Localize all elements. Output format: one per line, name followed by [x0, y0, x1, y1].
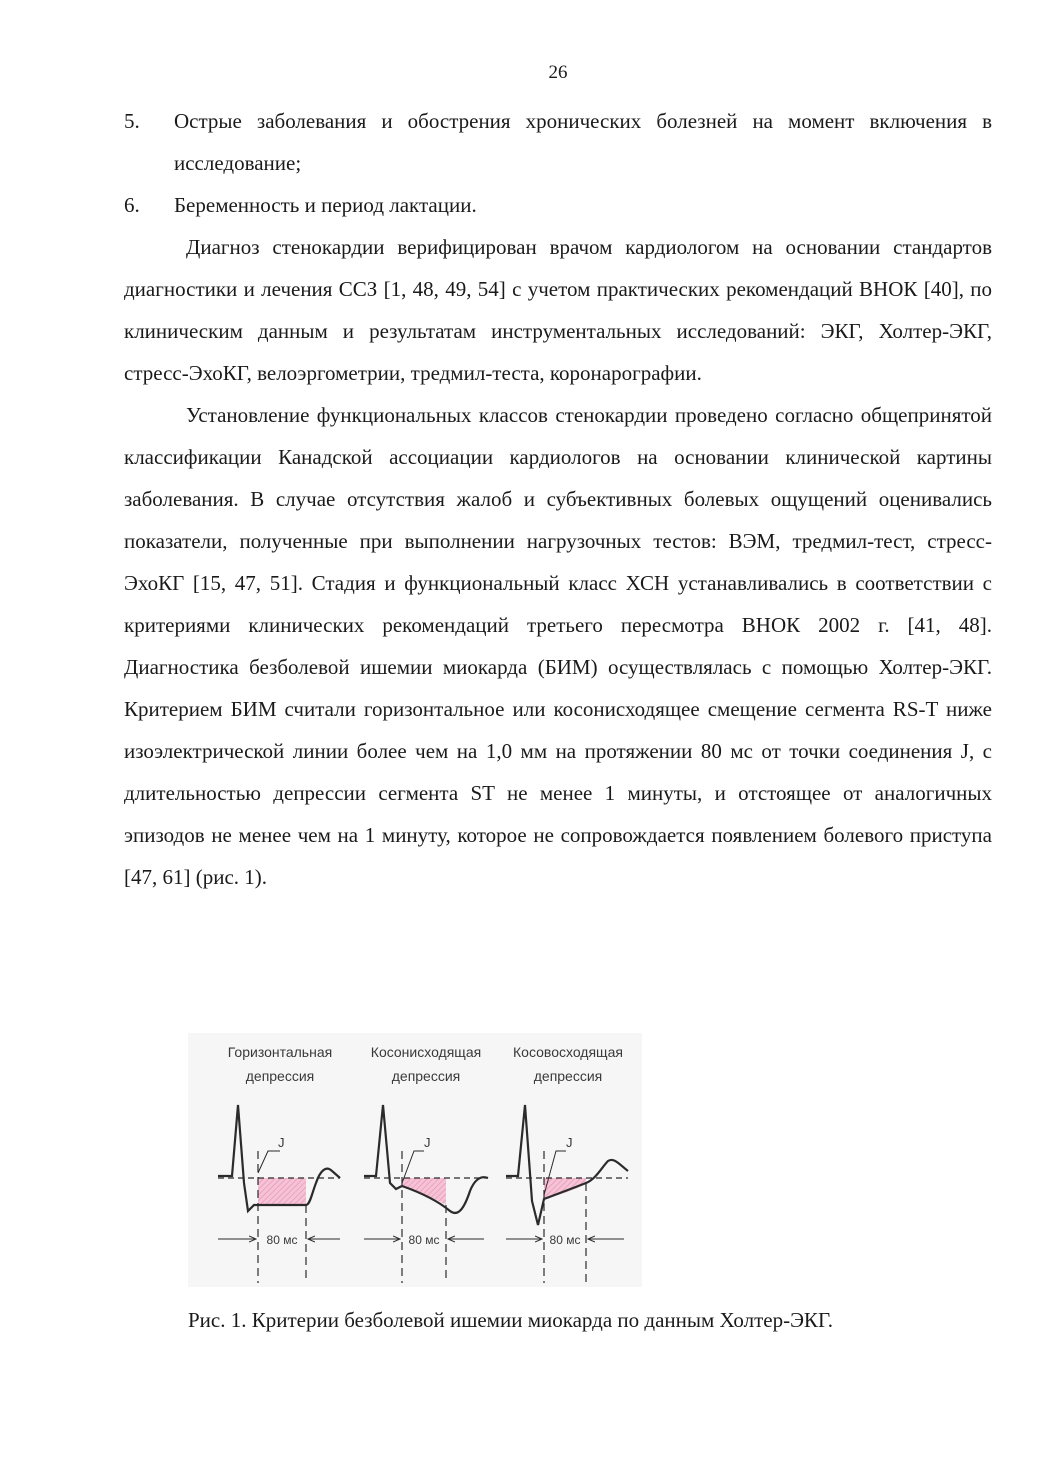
interval-label: 80 мс — [266, 1233, 298, 1247]
panel-downsloping-depression — [364, 1044, 488, 1283]
body-text — [124, 100, 992, 898]
ecg-waveform — [506, 1105, 628, 1225]
j-leader — [258, 1151, 280, 1173]
interval-label: 80 мс — [549, 1233, 581, 1247]
panel-horizontal-depression — [218, 1044, 340, 1283]
panel-upsloping-depression — [506, 1044, 628, 1283]
panel-title-line2: депрессия — [533, 1068, 603, 1084]
paragraph: Диагноз стенокардии верифицирован врачом кардиологом на основании стандартов диагностики и лечения ССЗ [1, 48, 49, 54] с учетом практических рекомендаций ВНОК [40], по клиническим данным и результатам инструментальных исследований: ЭКГ, Холтер-ЭКГ, стресс-ЭхоКГ, велоэргометрии, тредмил-теста, коронарографии. — [124, 235, 992, 385]
panel-title-line1: Косовосходящая — [513, 1044, 623, 1060]
j-label: J — [566, 1135, 573, 1150]
list-item — [124, 100, 992, 184]
list-item-number: 5. — [124, 109, 140, 133]
panel-title-line2: депрессия — [391, 1068, 461, 1084]
page-number: 26 — [548, 62, 568, 83]
list-item — [124, 184, 992, 226]
list-item-text: Острые заболевания и обострения хронических болезней на момент включения в исследование; — [174, 109, 992, 175]
j-label: J — [424, 1135, 431, 1150]
figure-caption: Рис. 1. Критерии безболевой ишемии миокарда по данным Холтер-ЭКГ. — [188, 1308, 833, 1332]
interval-label: 80 мс — [408, 1233, 440, 1247]
panel-title-line2: депрессия — [245, 1068, 315, 1084]
ecg-figure — [188, 1033, 642, 1287]
ecg-waveform — [364, 1105, 488, 1213]
list-item-number: 6. — [124, 193, 140, 217]
st-depression-area — [258, 1178, 306, 1205]
j-label: J — [278, 1135, 285, 1150]
paragraph: Установление функциональных классов стенокардии проведено согласно общепринятой классификации Канадской ассоциации кардиологов на основании клинической картины заболевания. В случае отсутствия жалоб и субъективных болевых ощущений оценивались показатели, полученные при выполнении нагрузочных тестов: ВЭМ, тредмил-тест, стресс-ЭхоКГ [15, 47, 51]. Стадия и функциональный класс ХСН устанавливались в соответствии с критериями клинических рекомендаций третьего пересмотра ВНОК 2002 г. [41, 48]. Диагностика безболевой ишемии миокарда (БИМ) осуществлялась с помощью Холтер-ЭКГ. Критерием БИМ считали горизонтальное или косонисходящее смещение сегмента RS-T ниже изоэлектрической линии более чем на 1,0 мм на протяжении 80 мс от точки соединения J, с длительностью депрессии сегмента ST не менее 1 минуты, и отстоящее от аналогичных эпизодов не менее чем на 1 минуту, которое не сопровождается появлением болевого приступа [47, 61] (рис. 1). — [124, 403, 992, 889]
panel-title-line1: Косонисходящая — [370, 1044, 482, 1060]
st-depression-area — [402, 1178, 446, 1205]
ecg-diagram — [188, 1033, 642, 1287]
panel-title-line1: Горизонтальная — [227, 1044, 333, 1060]
list-item-text: Беременность и период лактации. — [174, 193, 477, 217]
